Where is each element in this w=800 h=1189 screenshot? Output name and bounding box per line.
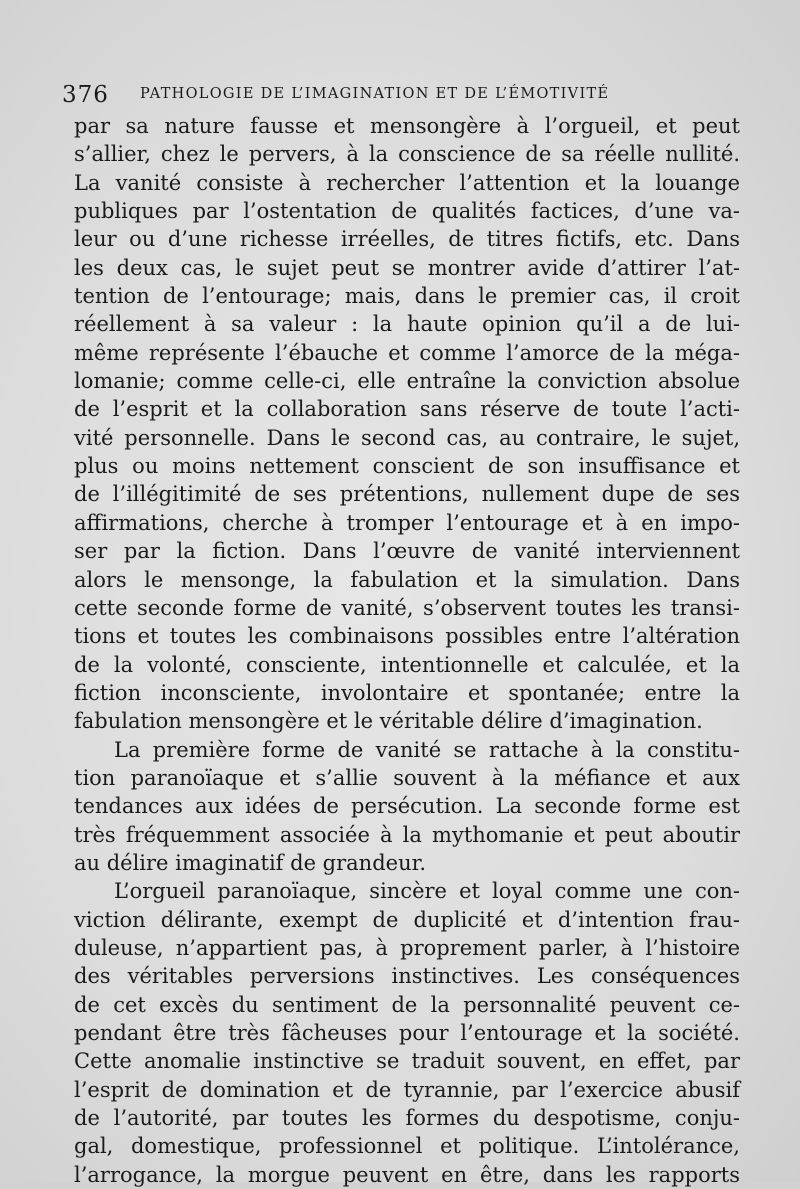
text-line: cette seconde forme de vanité, s’observent toutes les transi- [74, 595, 740, 620]
running-title: PATHOLOGIE DE L’IMAGINATION ET DE L’ÉMOTIVITÉ [140, 86, 610, 102]
text-line: duleuse, n’appartient pas, à proprement parler, à l’histoire [74, 935, 740, 960]
text-line: de l’esprit et la collaboration sans réserve de toute l’acti- [74, 397, 740, 422]
text-line: même représente l’ébauche et comme l’amorce de la méga- [74, 340, 740, 365]
page-header [62, 78, 762, 114]
text-line: de l’autorité, par toutes les formes du despotisme, conju- [74, 1106, 740, 1131]
text-line: de la volonté, consciente, intentionnelle et calculée, et la [74, 652, 740, 677]
text-line: alors le mensonge, la fabulation et la simulation. Dans [74, 567, 740, 592]
text-line: viction délirante, exempt de duplicité et d’intention frau- [74, 907, 740, 932]
text-line: très fréquemment associée à la mythomanie et peut aboutir [74, 822, 740, 847]
paragraph-end-line: au délire imaginatif de grandeur. [74, 850, 426, 875]
text-line: de l’illégitimité de ses prétentions, nullement dupe de ses [74, 482, 740, 507]
text-line: de cet excès du sentiment de la personnalité peuvent ce- [74, 992, 740, 1017]
text-line: publiques par l’ostentation de qualités factices, d’une va- [74, 199, 740, 224]
page-number: 376 [62, 82, 109, 108]
text-line: Cette anomalie instinctive se traduit souvent, en effet, par [74, 1049, 740, 1074]
paragraph-start-line: L’orgueil paranoïaque, sincère et loyal comme une con- [114, 879, 740, 904]
text-line: tions et toutes les combinaisons possibles entre l’altération [74, 624, 740, 649]
text-line: s’allier, chez le pervers, à la conscience de sa réelle nullité. [74, 142, 740, 167]
text-line: plus ou moins nettement conscient de son insuffisance et [74, 454, 740, 479]
body-text [74, 112, 740, 1189]
text-line: par sa nature fausse et mensongère à l’orgueil, et peut [74, 114, 740, 138]
text-line: tion paranoïaque et s’allie souvent à la méfiance et aux [74, 765, 740, 790]
text-line: pendant être très fâcheuses pour l’entourage et la société. [74, 1021, 740, 1045]
paragraph-end-line: fabulation mensongère et le véritable délire d’imagination. [74, 709, 703, 734]
text-line: l’esprit de domination et de tyrannie, par l’exercice abusif [74, 1077, 740, 1102]
text-line: lomanie; comme celle-ci, elle entraîne la conviction absolue [74, 369, 740, 394]
text-line: ser par la fiction. Dans l’œuvre de vanité interviennent [74, 539, 740, 564]
text-line: vité personnelle. Dans le second cas, au contraire, le sujet, [74, 425, 740, 450]
text-line: tention de l’entourage; mais, dans le premier cas, il croit [74, 284, 740, 309]
text-line: affirmations, cherche à tromper l’entourage et à en impo- [74, 510, 740, 535]
text-line: des véritables perversions instinctives. Les conséquences [74, 964, 740, 989]
text-line: leur ou d’une richesse irréelles, de titres fictifs, etc. Dans [74, 227, 740, 252]
paragraph-start-line: La première forme de vanité se rattache à la constitu- [114, 737, 740, 762]
text-line: l’arrogance, la morgue peuvent en être, dans les rapports [74, 1162, 740, 1187]
text-line: gal, domestique, professionnel et politique. L’intolérance, [74, 1134, 740, 1159]
text-line: les deux cas, le sujet peut se montrer avide d’attirer l’at- [74, 255, 740, 280]
text-line: La vanité consiste à rechercher l’attention et la louange [74, 170, 740, 195]
text-line: réellement à sa valeur : la haute opinion qu’il a de lui- [74, 312, 740, 337]
text-line: fiction inconsciente, involontaire et spontanée; entre la [74, 680, 740, 705]
text-line: tendances aux idées de persécution. La seconde forme est [74, 794, 740, 819]
